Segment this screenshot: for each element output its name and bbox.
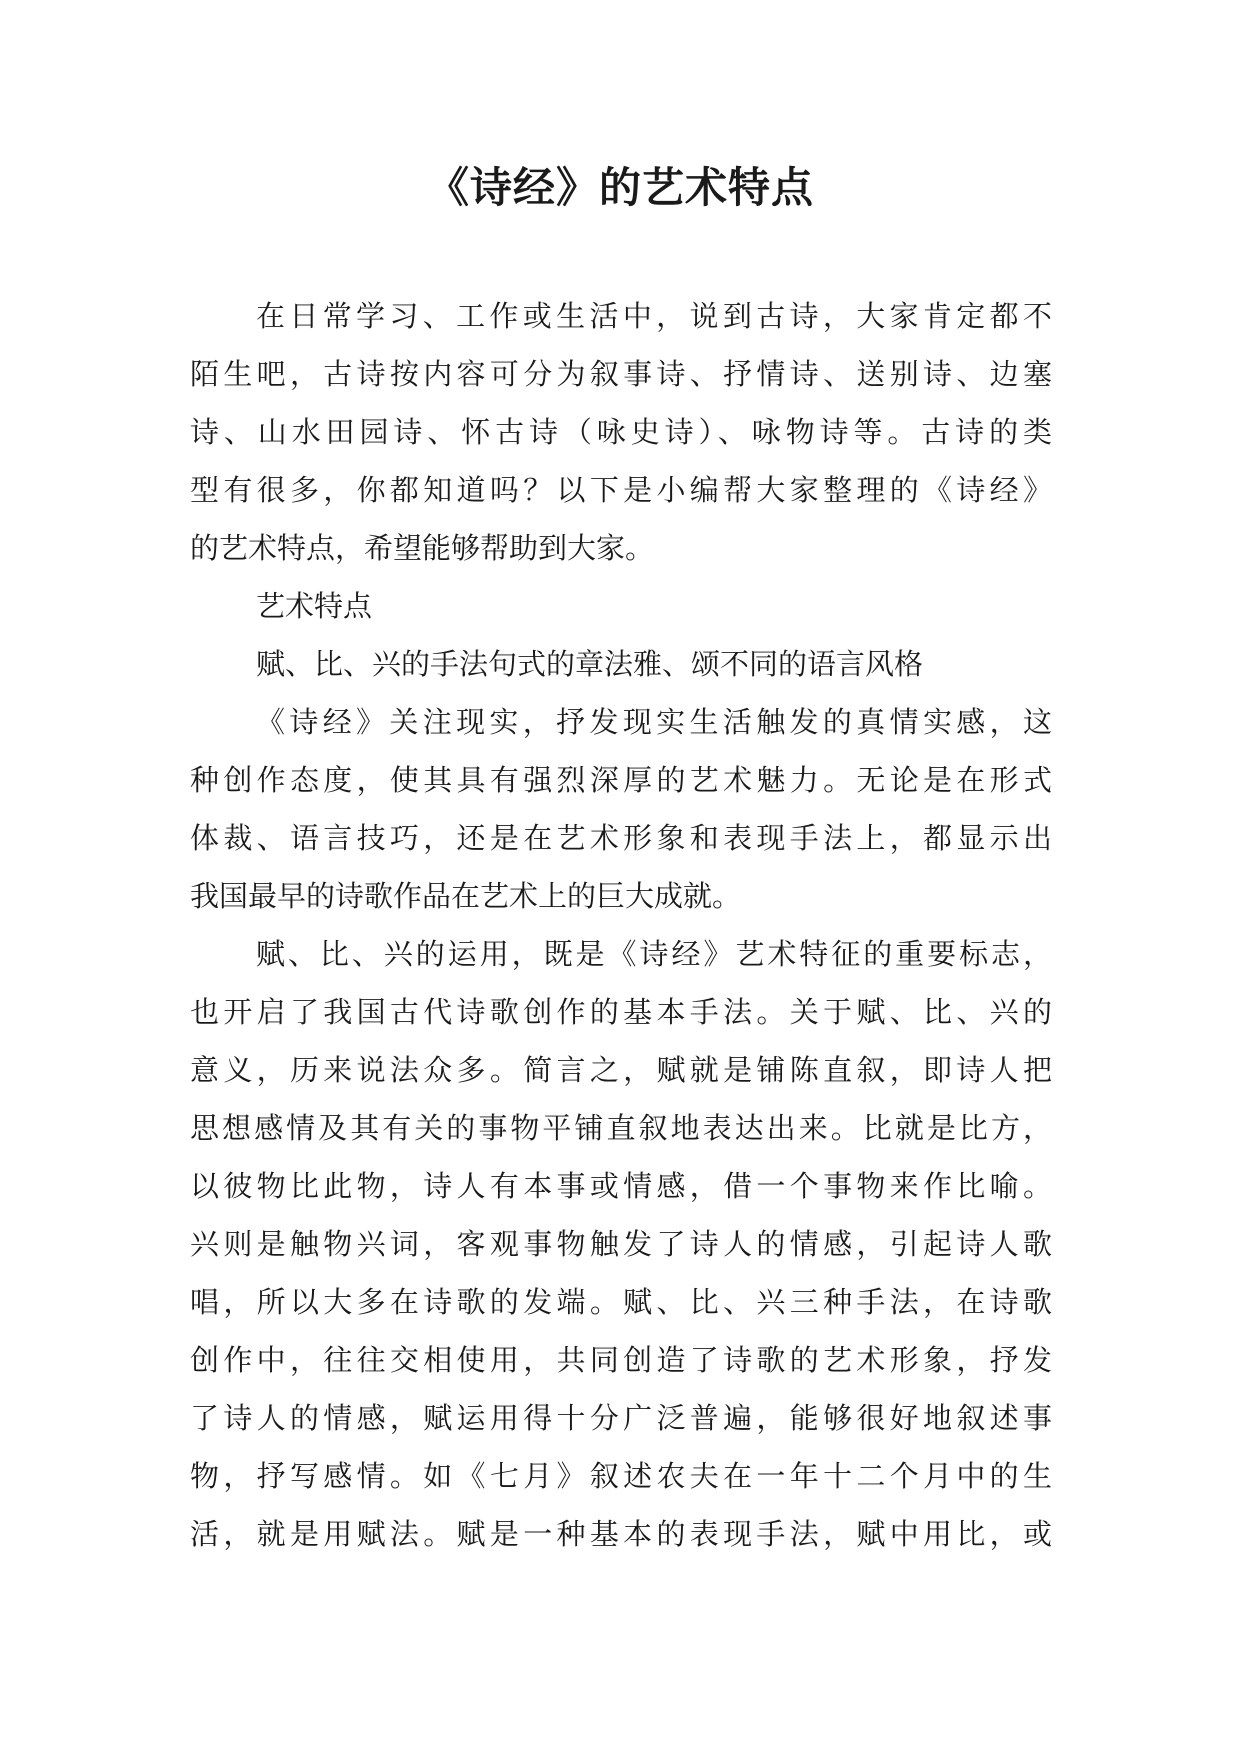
section-subheading: 赋、比、兴的手法句式的章法雅、颂不同的语言风格 [256, 647, 924, 681]
body-line: 了诗人的情感，赋运用得十分广泛普遍，能够很好地叙述事 [190, 1401, 1052, 1435]
body-line: 创作中，往往交相使用，共同创造了诗歌的艺术形象，抒发 [190, 1343, 1052, 1377]
body-line: 唱，所以大多在诗歌的发端。赋、比、兴三种手法，在诗歌 [190, 1285, 1052, 1319]
body-line: 诗、山水田园诗、怀古诗（咏史诗）、咏物诗等。古诗的类 [190, 415, 1052, 449]
body-line: 兴则是触物兴词，客观事物触发了诗人的情感，引起诗人歌 [190, 1227, 1052, 1261]
body-line: 意义，历来说法众多。简言之，赋就是铺陈直叙，即诗人把 [190, 1053, 1052, 1087]
body-line: 在日常学习、工作或生活中，说到古诗，大家肯定都不 [256, 299, 1052, 333]
body-line: 《诗经》关注现实，抒发现实生活触发的真情实感，这 [256, 705, 1052, 739]
body-line: 种创作态度，使其具有强烈深厚的艺术魅力。无论是在形式 [190, 763, 1052, 797]
body-line: 赋、比、兴的运用，既是《诗经》艺术特征的重要标志， [256, 937, 1052, 971]
body-line: 我国最早的诗歌作品在艺术上的巨大成就。 [190, 879, 742, 913]
body-line: 以彼物比此物，诗人有本事或情感，借一个事物来作比喻。 [190, 1169, 1052, 1203]
body-line: 型有很多，你都知道吗？以下是小编帮大家整理的《诗经》 [190, 473, 1052, 507]
document-title: 《诗经》的艺术特点 [426, 163, 814, 212]
section-heading: 艺术特点 [256, 589, 373, 623]
body-line: 体裁、语言技巧，还是在艺术形象和表现手法上，都显示出 [190, 821, 1052, 855]
body-line: 活，就是用赋法。赋是一种基本的表现手法，赋中用比，或 [190, 1517, 1052, 1551]
body-line: 陌生吧，古诗按内容可分为叙事诗、抒情诗、送别诗、边塞 [190, 357, 1052, 391]
body-line: 物，抒写感情。如《七月》叙述农夫在一年十二个月中的生 [190, 1459, 1052, 1493]
body-line: 的艺术特点，希望能够帮助到大家。 [190, 531, 655, 565]
document-body [190, 287, 1052, 1563]
body-line: 也开启了我国古代诗歌创作的基本手法。关于赋、比、兴的 [190, 995, 1052, 1029]
body-line: 思想感情及其有关的事物平铺直叙地表达出来。比就是比方， [190, 1111, 1052, 1145]
